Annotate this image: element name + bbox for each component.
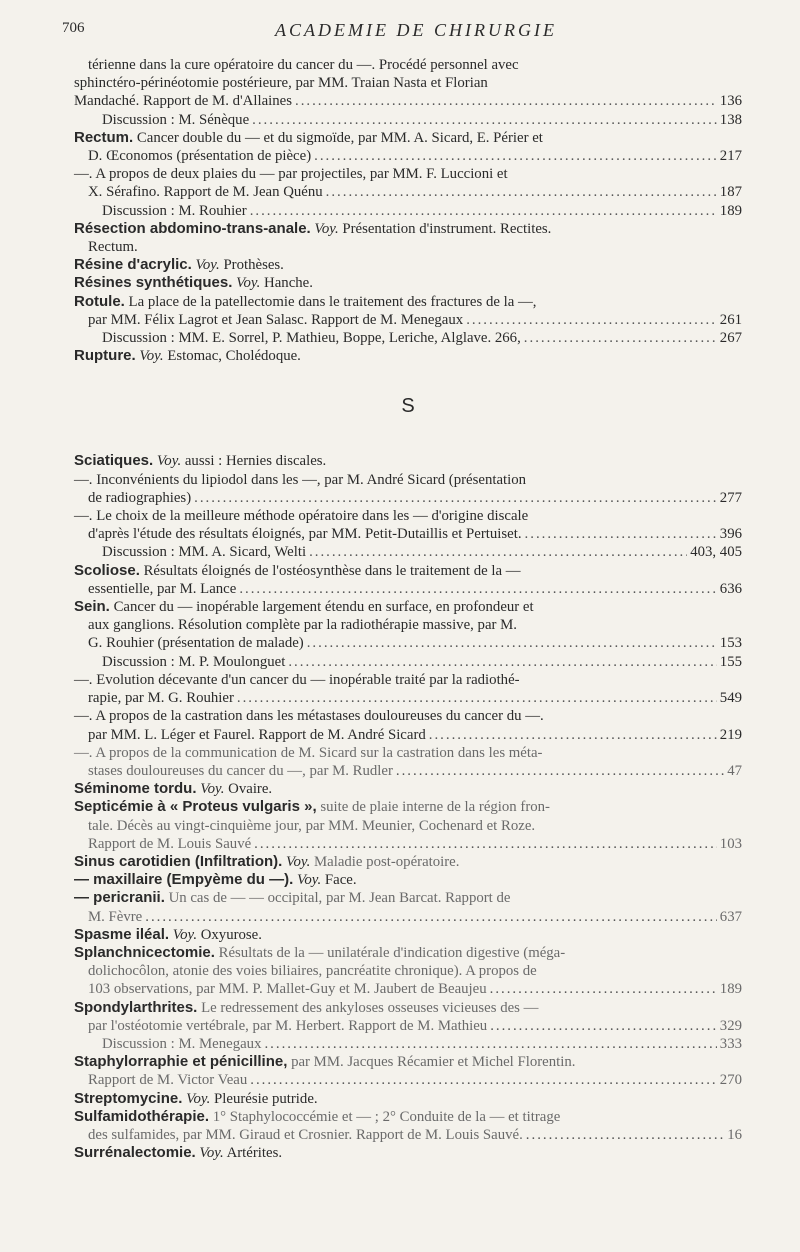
index-term: Rupture.: [74, 347, 136, 365]
page-number: 706: [62, 20, 85, 36]
index-line: Mandaché. Rapport de M. d'Allaines ..... 136: [74, 92, 742, 110]
page-ref: 549: [719, 690, 742, 707]
index-line: D. Œconomos (présentation de pièce) ..... 217: [74, 147, 742, 165]
section-letter: S: [401, 395, 415, 418]
index-entry-staphylorraphie: Staphylorraphie et pénicilline, par MM. Jacques Récamier et Michel Florentin.: [74, 1053, 576, 1071]
page-ref: 219: [719, 726, 742, 743]
index-term: Streptomycine.: [74, 1089, 183, 1107]
index-entry-scoliose: Scoliose. Résultats éloignés de l'ostéosynthèse dans le traitement de la —: [74, 561, 521, 579]
index-line: sphinctéro-périnéotomie postérieure, par MM. Traian Nasta et Florian: [74, 75, 488, 92]
page-ref: 267: [719, 330, 742, 347]
index-line: des sulfamides, par MM. Giraud et Crosnier. Rapport de M. Louis Sauvé. ..... 16: [74, 1126, 742, 1144]
page-ref: 403, 405: [690, 544, 742, 561]
page-ref: 103: [719, 835, 742, 852]
index-line: —. A propos de la communication de M. Sicard sur la castration dans les méta-: [74, 744, 543, 761]
page-ref: 261: [719, 311, 742, 328]
index-term: Sulfamidothérapie.: [74, 1107, 210, 1125]
index-term: Résines synthétiques.: [74, 274, 233, 292]
page-ref: 270: [719, 1072, 742, 1089]
index-term: Staphylorraphie et pénicilline,: [74, 1053, 288, 1071]
page-ref: 636: [719, 580, 742, 597]
index-entry-sciatiques: Sciatiques. Voy. aussi : Hernies discales.: [74, 452, 327, 470]
index-term: Sein.: [74, 598, 110, 616]
index-line: rapie, par M. G. Rouhier ..... 549: [74, 689, 742, 707]
index-line: par MM. Félix Lagrot et Jean Salasc. Rapport de M. Menegaux ..... 261: [74, 311, 742, 329]
index-term: Surrénalectomie.: [74, 1144, 196, 1162]
index-entry-sinus: Sinus carotidien (Infiltration). Voy. Maladie post-opératoire.: [74, 852, 460, 870]
page-ref: 136: [719, 93, 742, 110]
index-entry-resines: Résines synthétiques. Voy. Hanche.: [74, 274, 313, 292]
index-entry-seminome: Séminome tordu. Voy. Ovaire.: [74, 780, 273, 798]
page-ref: 138: [719, 111, 742, 128]
running-title: ACADEMIE DE CHIRURGIE: [275, 20, 557, 40]
page-ref: 189: [719, 981, 742, 998]
index-term: Rectum.: [74, 128, 134, 146]
index-entry-spasme: Spasme iléal. Voy. Oxyurose.: [74, 925, 262, 943]
page-ref: 637: [719, 908, 742, 925]
index-line: Discussion : MM. A. Sicard, Welti ..... 403, 405: [74, 543, 742, 561]
page-ref: 217: [719, 148, 742, 165]
index-entries: [74, 56, 742, 1162]
index-line: Rapport de M. Victor Veau ..... 270: [74, 1071, 742, 1089]
index-term: Spondylarthrites.: [74, 998, 198, 1016]
page-ref: 47: [727, 762, 742, 779]
index-line: Rapport de M. Louis Sauvé ..... 103: [74, 835, 742, 853]
index-entry-sulfamidotherapie: Sulfamidothérapie. 1° Staphylococcémie et — ; 2° Conduite de la — et titrage: [74, 1107, 561, 1125]
index-line: aux ganglions. Résolution complète par la radiothérapie massive, par M.: [88, 617, 517, 634]
index-line: —. A propos de la castration dans les métastases douloureuses du cancer du —.: [74, 708, 544, 725]
index-line: Discussion : M. P. Moulonguet ..... 155: [74, 653, 742, 671]
index-line: G. Rouhier (présentation de malade) ..... 153: [74, 634, 742, 652]
index-line: X. Sérafino. Rapport de M. Jean Quénu ..... 187: [74, 183, 742, 201]
index-term: Résection abdomino-trans-anale.: [74, 219, 311, 237]
index-line: par l'ostéotomie vertébrale, par M. Herbert. Rapport de M. Mathieu ..... 329: [74, 1017, 742, 1035]
page-ref: 16: [727, 1126, 742, 1143]
index-line: térienne dans la cure opératoire du cancer du —. Procédé personnel avec: [88, 57, 519, 73]
index-term: Sinus carotidien (Infiltration).: [74, 852, 283, 870]
index-line: tale. Décès au vingt-cinquième jour, par MM. Meunier, Cochenard et Roze.: [88, 817, 536, 834]
index-line: de radiographies) ..... 277: [74, 489, 742, 507]
index-line: Discussion : M. Sénèque ..... 138: [74, 111, 742, 129]
index-term: Septicémie à « Proteus vulgaris »,: [74, 798, 317, 816]
index-entry-septicemie: Septicémie à « Proteus vulgaris », suite de plaie interne de la région fron-: [74, 798, 550, 816]
index-term: Rotule.: [74, 292, 125, 310]
page-ref: 277: [719, 489, 742, 506]
page-ref: 396: [719, 526, 742, 543]
index-line: Rectum.: [88, 239, 138, 256]
index-entry-rectum: Rectum. Cancer double du — et du sigmoïde, par MM. A. Sicard, E. Périer et: [74, 128, 543, 146]
index-entry-rotule: Rotule. La place de la patellectomie dans le traitement des fractures de la —,: [74, 292, 537, 310]
page-header: [62, 20, 770, 44]
index-line: —. Evolution décevante d'un cancer du — inopérable traité par la radiothé-: [74, 671, 520, 688]
index-line: 103 observations, par MM. P. Mallet-Guy et M. Jaubert de Beaujeu ..... 189: [74, 980, 742, 998]
index-line: Discussion : M. Rouhier ..... 189: [74, 202, 742, 220]
page-ref: 155: [719, 653, 742, 670]
index-line: M. Fèvre ..... 637: [74, 908, 742, 926]
index-line: —. A propos de deux plaies du — par projectiles, par MM. F. Luccioni et: [74, 166, 508, 183]
index-entry-splanchnicectomie: Splanchnicectomie. Résultats de la — unilatérale d'indication digestive (méga-: [74, 943, 566, 961]
index-line: Discussion : M. Menegaux ..... 333: [74, 1035, 742, 1053]
index-entry-spondylarthrites: Spondylarthrites. Le redressement des ankyloses osseuses vicieuses des —: [74, 998, 539, 1016]
index-line: —. Inconvénients du lipiodol dans les —, par M. André Sicard (présentation: [74, 471, 527, 488]
index-entry-maxillaire: — maxillaire (Empyème du —). Voy. Face.: [74, 871, 357, 889]
index-term: — pericranii.: [74, 889, 165, 907]
index-line: —. Le choix de la meilleure méthode opératoire dans les — d'origine discale: [74, 508, 529, 525]
index-line: d'après l'étude des résultats éloignés, par MM. Petit-Dutaillis et Pertuiset. ..... 396: [74, 525, 742, 543]
index-term: Spasme iléal.: [74, 925, 170, 943]
page-ref: 153: [719, 635, 742, 652]
index-entry-resine: Résine d'acrylic. Voy. Prothèses.: [74, 256, 284, 274]
page-ref: 329: [719, 1017, 742, 1034]
index-line: par MM. L. Léger et Faurel. Rapport de M. André Sicard ..... 219: [74, 726, 742, 744]
index-entry-resection: Résection abdomino-trans-anale. Voy. Présentation d'instrument. Rectites.: [74, 219, 552, 237]
index-term: — maxillaire (Empyème du —).: [74, 871, 294, 889]
index-entry-streptomycine: Streptomycine. Voy. Pleurésie putride.: [74, 1089, 318, 1107]
index-term: Sciatiques.: [74, 452, 154, 470]
index-term: Séminome tordu.: [74, 780, 197, 798]
index-line: essentielle, par M. Lance ..... 636: [74, 580, 742, 598]
index-line: stases douloureuses du cancer du —, par M. Rudler ..... 47: [74, 762, 742, 780]
index-line: dolichocôlon, atonie des voies biliaires, pancréatite chronique). A propos de: [88, 963, 537, 980]
page-ref: 187: [719, 184, 742, 201]
index-entry-pericranii: — pericranii. Un cas de — — occipital, par M. Jean Barcat. Rapport de: [74, 889, 511, 907]
index-entry-surrenalectomie: Surrénalectomie. Voy. Artérites.: [74, 1144, 283, 1162]
page-ref: 333: [719, 1035, 742, 1052]
index-line: Discussion : MM. E. Sorrel, P. Mathieu, Boppe, Leriche, Alglave. 266, ..... 267: [74, 329, 742, 347]
index-term: Résine d'acrylic.: [74, 256, 192, 274]
index-entry-sein: Sein. Cancer du — inopérable largement étendu en surface, en profondeur et: [74, 598, 534, 616]
page-ref: 189: [719, 202, 742, 219]
index-entry-rupture: Rupture. Voy. Estomac, Cholédoque.: [74, 347, 301, 365]
index-term: Scoliose.: [74, 561, 140, 579]
index-term: Splanchnicectomie.: [74, 943, 215, 961]
